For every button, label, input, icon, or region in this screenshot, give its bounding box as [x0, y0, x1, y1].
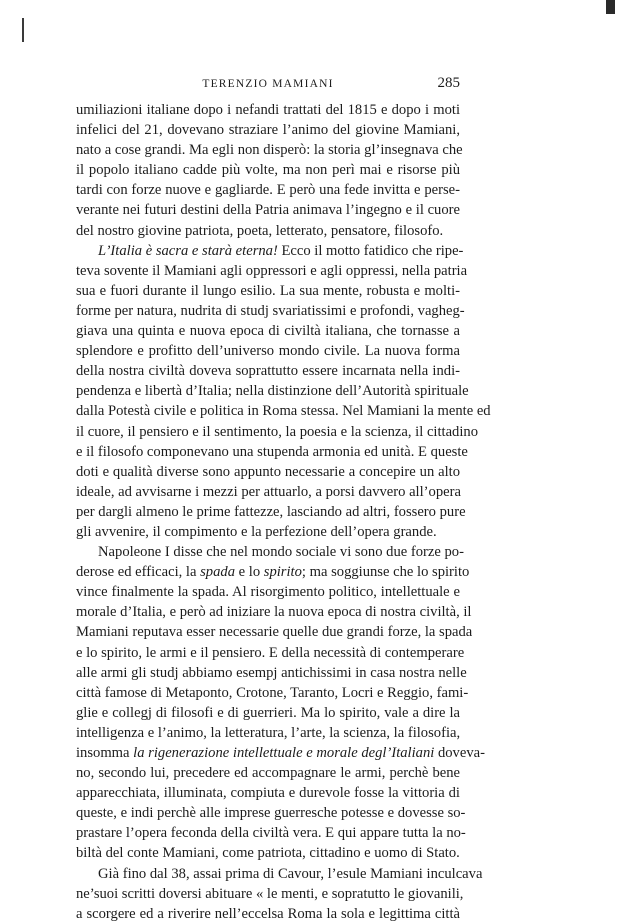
- text-run: per dargli almeno le prime fattezze, lasciando ad altri, fossero pure: [76, 503, 466, 520]
- italic-text: spirito: [263, 564, 302, 581]
- text-line: [76, 904, 460, 924]
- text-line: [76, 482, 460, 502]
- text-run: splendore e profitto dell’universo mondo civile. La nuova forma: [76, 343, 460, 360]
- text-line: [76, 401, 491, 421]
- text-run: giava una quinta e nuova epoca di civiltà italiana, che tornasse a: [76, 323, 460, 340]
- text-run: dalla Potestà civile e politica in Roma stessa. Nel Mamiani la mente ed: [76, 403, 491, 420]
- text-line: [76, 743, 485, 763]
- text-run: infelici del 21, dovevano straziare l’animo del giovine Mamiani,: [76, 122, 460, 139]
- text-line: [76, 180, 460, 200]
- text-run: ne’suoi scritti doversi abituare « le menti, e sopratutto le giovanili,: [76, 885, 464, 902]
- text-run: città famose di Metaponto, Crotone, Taranto, Locri e Reggio, fami-: [76, 684, 469, 701]
- body-text: [76, 100, 491, 924]
- text-line: [76, 663, 467, 683]
- text-run: glie e collegj di filosofi e di guerrieri. Ma lo spirito, vale a dire la: [76, 704, 460, 721]
- scan-edge-mark: [22, 18, 24, 42]
- text-line: [76, 582, 460, 602]
- text-line: [76, 281, 460, 301]
- text-line: [76, 522, 460, 542]
- italic-text: la rigenerazione intellettuale e morale degl’Italiani: [133, 745, 435, 761]
- text-line: [76, 160, 460, 180]
- text-run: ; ma soggiunse che lo spirito: [301, 564, 470, 581]
- text-line: [76, 462, 460, 482]
- text-run: tardi con forze nuove e gagliarde. E però una fede invitta e perse-: [76, 182, 460, 199]
- text-run: insomma: [76, 745, 134, 761]
- text-run: gli avvenire, il compimento e la perfezione dell’opera grande.: [76, 523, 437, 540]
- text-run: verante nei futuri destini della Patria animava l’ingegno e il cuore: [76, 202, 460, 219]
- text-run: intelligenza e l’animo, la letteratura, l’arte, la scienza, la filosofia,: [76, 724, 461, 741]
- text-line: [76, 361, 460, 381]
- paragraph: [76, 864, 483, 924]
- text-run: alle armi gli studj abbiamo esempj antichissimi in casa nostra nelle: [76, 664, 467, 681]
- running-head-title: TERENZIO MAMIANI: [202, 78, 334, 90]
- text-line: [76, 422, 479, 442]
- text-line: [76, 321, 460, 341]
- text-line: [76, 221, 460, 241]
- text-run: biltà del conte Mamiani, come patriota, cittadino e uomo di Stato.: [76, 845, 460, 862]
- page-number: 285: [437, 75, 460, 91]
- text-run: apparecchiata, illuminata, compiuta e durevole fosse la vittoria di: [76, 785, 460, 802]
- text-run: doveva-: [434, 745, 485, 761]
- text-line: [76, 823, 466, 843]
- italic-text: L’Italia è sacra e starà eterna!: [98, 242, 278, 259]
- text-line: [76, 803, 466, 823]
- text-line: [76, 442, 468, 462]
- text-line: [76, 261, 468, 281]
- text-run: sua e fuori durante il lungo esilio. La sua mente, robusta e molti-: [76, 282, 460, 299]
- text-run: no, secondo lui, precedere ed accompagnare le armi, perchè bene: [76, 765, 460, 782]
- text-run: Napoleone I disse che nel mondo sociale vi sono due forze po-: [98, 544, 464, 561]
- text-line: [76, 100, 460, 120]
- scan-corner-mark: [606, 0, 615, 14]
- text-line: [76, 200, 460, 220]
- italic-text: spada: [200, 564, 235, 581]
- text-run: umiliazioni italiane dopo i nefandi trattati del 1815 e dopo i moti: [76, 102, 460, 118]
- text-line: [76, 241, 464, 261]
- text-line: [76, 502, 466, 522]
- text-line: [76, 683, 469, 703]
- text-line: [76, 542, 464, 562]
- text-run: e il filosofo componevano una stupenda armonia ed unità. E queste: [76, 443, 468, 460]
- text-run: del nostro giovine patriota, poeta, letterato, pensatore, filosofo.: [76, 222, 444, 239]
- text-run: nato a cose grandi. Ma egli non disperò: la storia gl’insegnava che: [76, 142, 463, 159]
- text-line: [76, 140, 463, 160]
- text-run: morale d’Italia, e però ad iniziare la nuova epoca di nostra civiltà, il: [76, 604, 472, 621]
- text-line: [76, 341, 460, 361]
- text-line: [76, 562, 470, 582]
- text-run: il popolo italiano cadde più volte, ma non perì mai e risorse più: [76, 162, 460, 179]
- paragraph: [76, 241, 491, 542]
- text-run: Mamiani reputava esser necessarie quelle due grandi forze, la spada: [76, 624, 473, 641]
- text-run: teva sovente il Mamiani agli oppressori e agli oppressi, nella patria: [76, 262, 468, 279]
- text-run: vince finalmente la spada. Al risorgimento politico, intellettuale e: [76, 584, 460, 601]
- text-run: prastare l’opera feconda della civiltà vera. E qui appare tutta la no-: [76, 825, 466, 842]
- text-line: [76, 884, 464, 904]
- text-line: [76, 120, 460, 140]
- text-run: Già fino dal 38, assai prima di Cavour, l’esule Mamiani inculcava: [98, 865, 483, 882]
- text-line: [76, 864, 483, 884]
- paragraph: [76, 100, 463, 241]
- running-head: [76, 75, 460, 96]
- text-line: [76, 301, 465, 321]
- text-line: [76, 843, 460, 863]
- text-line: [76, 763, 460, 783]
- text-line: [76, 703, 460, 723]
- text-run: il cuore, il pensiero e il sentimento, la poesia e la scienza, il cittadino: [76, 423, 479, 440]
- text-run: e lo spirito, le armi e il pensiero. E della necessità di contemperare: [76, 644, 465, 661]
- text-run: della nostra civiltà doveva soprattutto essere incarnata nella indi-: [76, 363, 460, 380]
- text-line: [76, 783, 460, 803]
- text-line: [76, 622, 473, 642]
- text-run: e lo: [235, 564, 264, 581]
- text-run: queste, e indi perchè alle imprese guerresche potesse e dovesse so-: [76, 805, 466, 822]
- text-line: [76, 602, 472, 622]
- text-run: doti e qualità diverse sono appunto necessarie a concepire un alto: [76, 463, 460, 480]
- paragraph: [76, 542, 485, 864]
- text-run: forme per natura, nudrita di studj svariatissimi e profondi, vagheg-: [76, 302, 465, 319]
- text-run: derose ed efficaci, la: [76, 564, 201, 581]
- text-run: ideale, ad avvisarne i mezzi per attuarlo, a porsi davvero all’opera: [76, 483, 461, 500]
- text-line: [76, 381, 469, 401]
- text-run: pendenza e libertà d’Italia; nella distinzione dell’Autorità spirituale: [76, 383, 469, 400]
- text-line: [76, 643, 465, 663]
- text-run: Ecco il motto fatidico che ripe-: [277, 242, 464, 259]
- text-run: a scorgere ed a riverire nell’eccelsa Roma la sola e legittima città: [76, 905, 460, 922]
- text-line: [76, 723, 460, 743]
